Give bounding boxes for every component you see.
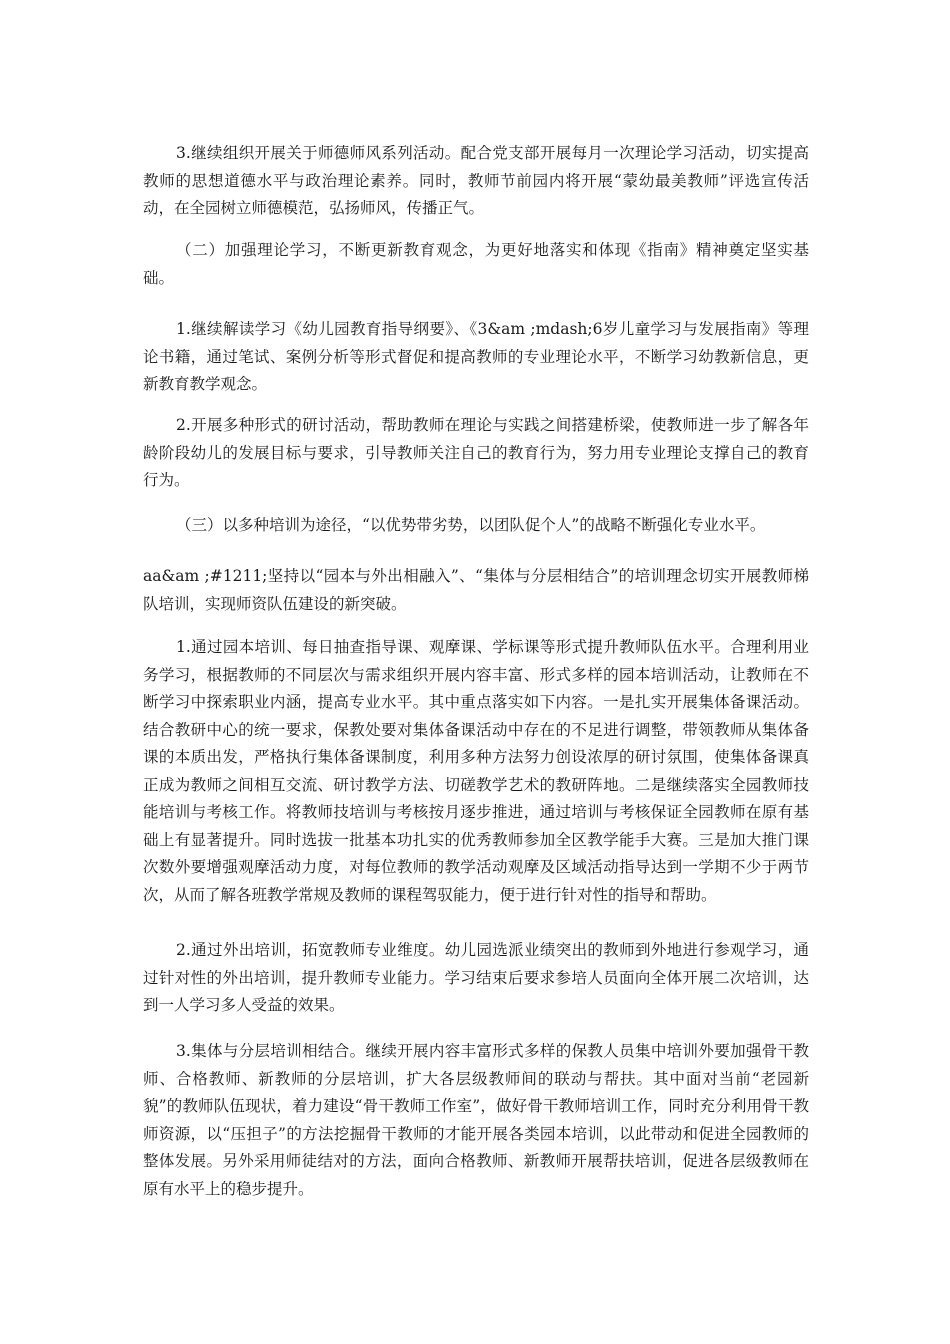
paragraph-section-three-heading: （三）以多种培训为途径，“以优势带劣势，以团队促个人”的战略不断强化专业水平。	[176, 516, 766, 534]
paragraph-school-based-training: 1.通过园本培训、每日抽查指导课、观摩课、学标课等形式提升教师队伍水平。合理利用业务学习，根据教师的不同层次与需求组织开展内容丰富、形式多样的园本培训活动，让教师在不断学习中探索职业内涵，提高专业水平。其中重点落实如下内容。一是扎实开展集体备课活动。结合教研中心的统一要求，保教处要对集体备课活动中存在的不足进行调整，带领教师从集体备课的本质出发，严格执行集体备课制度，利用多种方法努力创设浓厚的研讨氛围，使集体备课真正成为教师之间相互交流、研讨教学方法、切磋教学艺术的教研阵地。二是继续落实全园教师技能培训与考核工作。将教师技培训与考核按月逐步推进，通过培训与考核保证全园教师在原有基础上有显著提升。同时选拔一批基本功扎实的优秀教师参加全区教学能手大赛。三是加大推门课次数外要增强观摩活动力度，对每位教师的教学活动观摩及区域活动指导达到一学期不少于两节次，从而了解各班教学常规及教师的课程驾驭能力，便于进行针对性的指导和帮助。	[143, 638, 809, 904]
paragraph-theory-reading: 1.继续解读学习《幼儿园教育指导纲要》、《3&am ;mdash;6岁儿童学习与发展指南》等理论书籍，通过笔试、案例分析等形式督促和提高教师的专业理论水平，不断学习幼教新信息，更新教育教学观念。	[143, 320, 809, 393]
paragraph-training-concept: aa&am ;#1211;坚持以“园本与外出相融入”、“集体与分层相结合”的培训理念切实开展教师梯队培训，实现师资队伍建设的新突破。	[143, 567, 809, 613]
paragraph-section-two-heading: （二）加强理论学习，不断更新教育观念，为更好地落实和体现《指南》精神奠定坚实基础。	[143, 241, 809, 287]
paragraph-ethics-activities: 3.继续组织开展关于师德师风系列活动。配合党支部开展每月一次理论学习活动，切实提高教师的思想道德水平与政治理论素养。同时，教师节前园内将开展“蒙幼最美教师”评选宣传活动，在全园树立师德模范，弘扬师风，传播正气。	[143, 144, 809, 217]
paragraph-seminar-activities: 2.开展多种形式的研讨活动，帮助教师在理论与实践之间搭建桥梁，使教师进一步了解各年龄阶段幼儿的发展目标与要求，引导教师关注自己的教育行为，努力用专业理论支撑自己的教育行为。	[143, 416, 809, 489]
paragraph-tiered-training: 3.集体与分层培训相结合。继续开展内容丰富形式多样的保教人员集中培训外要加强骨干教师、合格教师、新教师的分层培训，扩大各层级教师间的联动与帮扶。其中面对当前“老园新貌”的教师队伍现状，着力建设“骨干教师工作室”，做好骨干教师培训工作，同时充分利用骨干教师资源，以“压担子”的方法挖掘骨干教师的才能开展各类园本培训，以此带动和促进全园教师的整体发展。另外采用师徒结对的方法，面向合格教师、新教师开展帮扶培训，促进各层级教师在原有水平上的稳步提升。	[143, 1042, 809, 1198]
paragraph-external-training: 2.通过外出培训，拓宽教师专业维度。幼儿园选派业绩突出的教师到外地进行参观学习，通过针对性的外出培训，提升教师专业能力。学习结束后要求参培人员面向全体开展二次培训，达到一人学习多人受益的效果。	[143, 941, 809, 1014]
